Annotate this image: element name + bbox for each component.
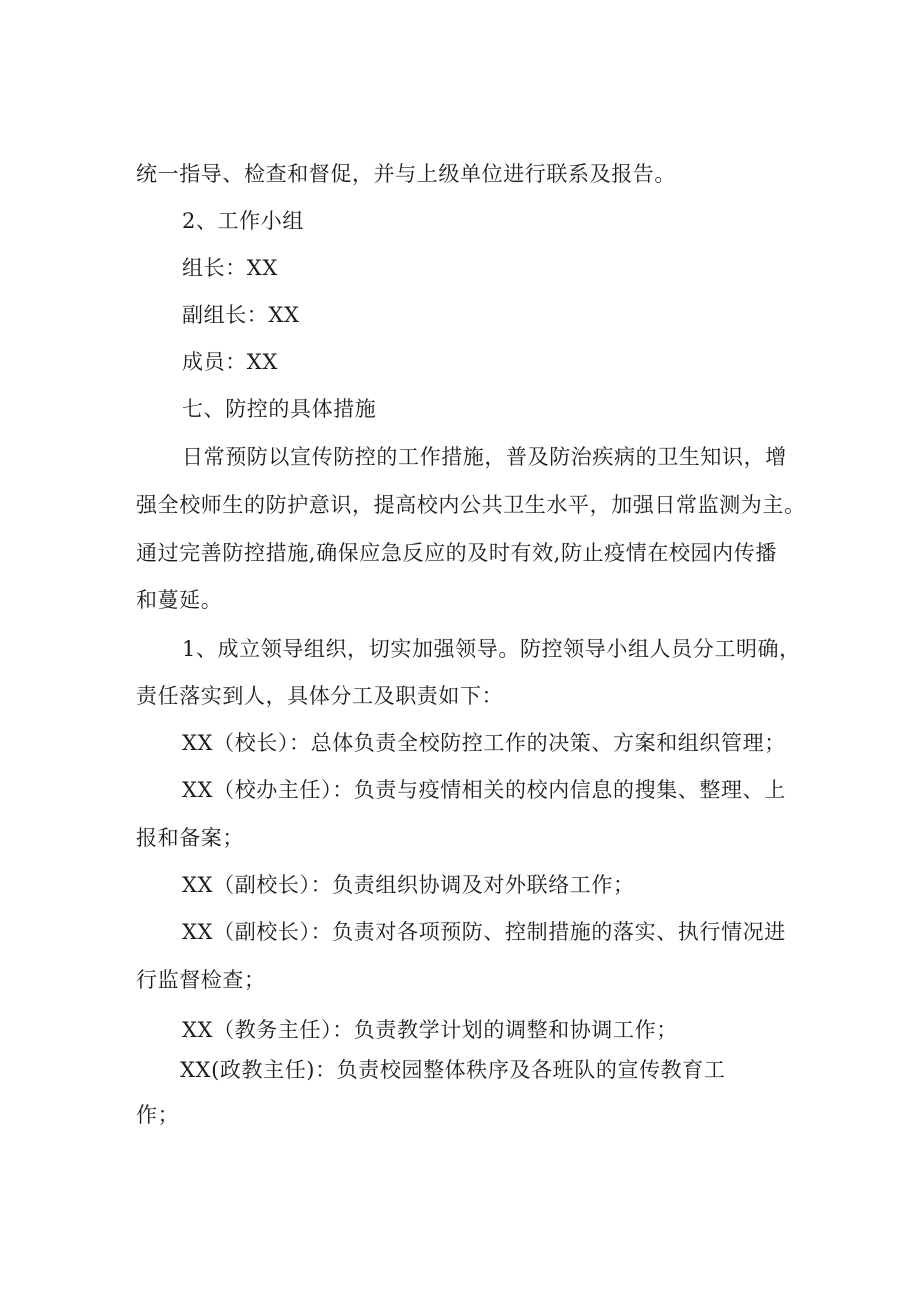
duty-line: XX（校长）：总体负责全校防控工作的决策、方案和组织管理； [182, 731, 786, 755]
paragraph-line: 责任落实到人，具体分工及职责如下： [136, 684, 504, 708]
team-leader-line: 组长：XX [182, 256, 278, 280]
duty-line: XX（副校长）：负责对各项预防、控制措施的落实、执行情况进 [182, 920, 786, 944]
duty-line: XX(政教主任)：负责校园整体秩序及各班队的宣传教育工 [180, 1058, 726, 1082]
paragraph-line: 统一指导、检查和督促，并与上级单位进行联系及报告。 [136, 162, 676, 186]
members-line: 成员：XX [182, 350, 278, 374]
paragraph-line: 通过完善防控措施,确保应急反应的及时有效,防止疫情在校园内传播 [136, 541, 777, 565]
deputy-leader-line: 副组长：XX [182, 303, 300, 327]
section-heading: 七、防控的具体措施 [182, 397, 377, 421]
duty-line: XX（副校长）：负责组织协调及对外联络工作； [182, 873, 635, 897]
duty-line: XX（校办主任）：负责与疫情相关的校内信息的搜集、整理、上 [182, 778, 786, 802]
duty-line: 报和备案； [136, 826, 244, 850]
duty-line: 行监督检查； [136, 968, 266, 992]
paragraph-line: 1、成立领导组织，切实加强领导。防控领导小组人员分工明确， [182, 637, 801, 661]
duty-line: 作； [136, 1103, 180, 1127]
paragraph-line: 日常预防以宣传防控的工作措施，普及防治疾病的卫生知识，增 [182, 445, 787, 469]
section-heading: 2、工作小组 [182, 209, 304, 233]
paragraph-line: 和蔓延。 [136, 588, 223, 612]
duty-line: XX（教务主任）：负责教学计划的调整和协调工作； [182, 1018, 678, 1042]
paragraph-line: 强全校师生的防护意识，提高校内公共卫生水平，加强日常监测为主。 [136, 493, 806, 517]
